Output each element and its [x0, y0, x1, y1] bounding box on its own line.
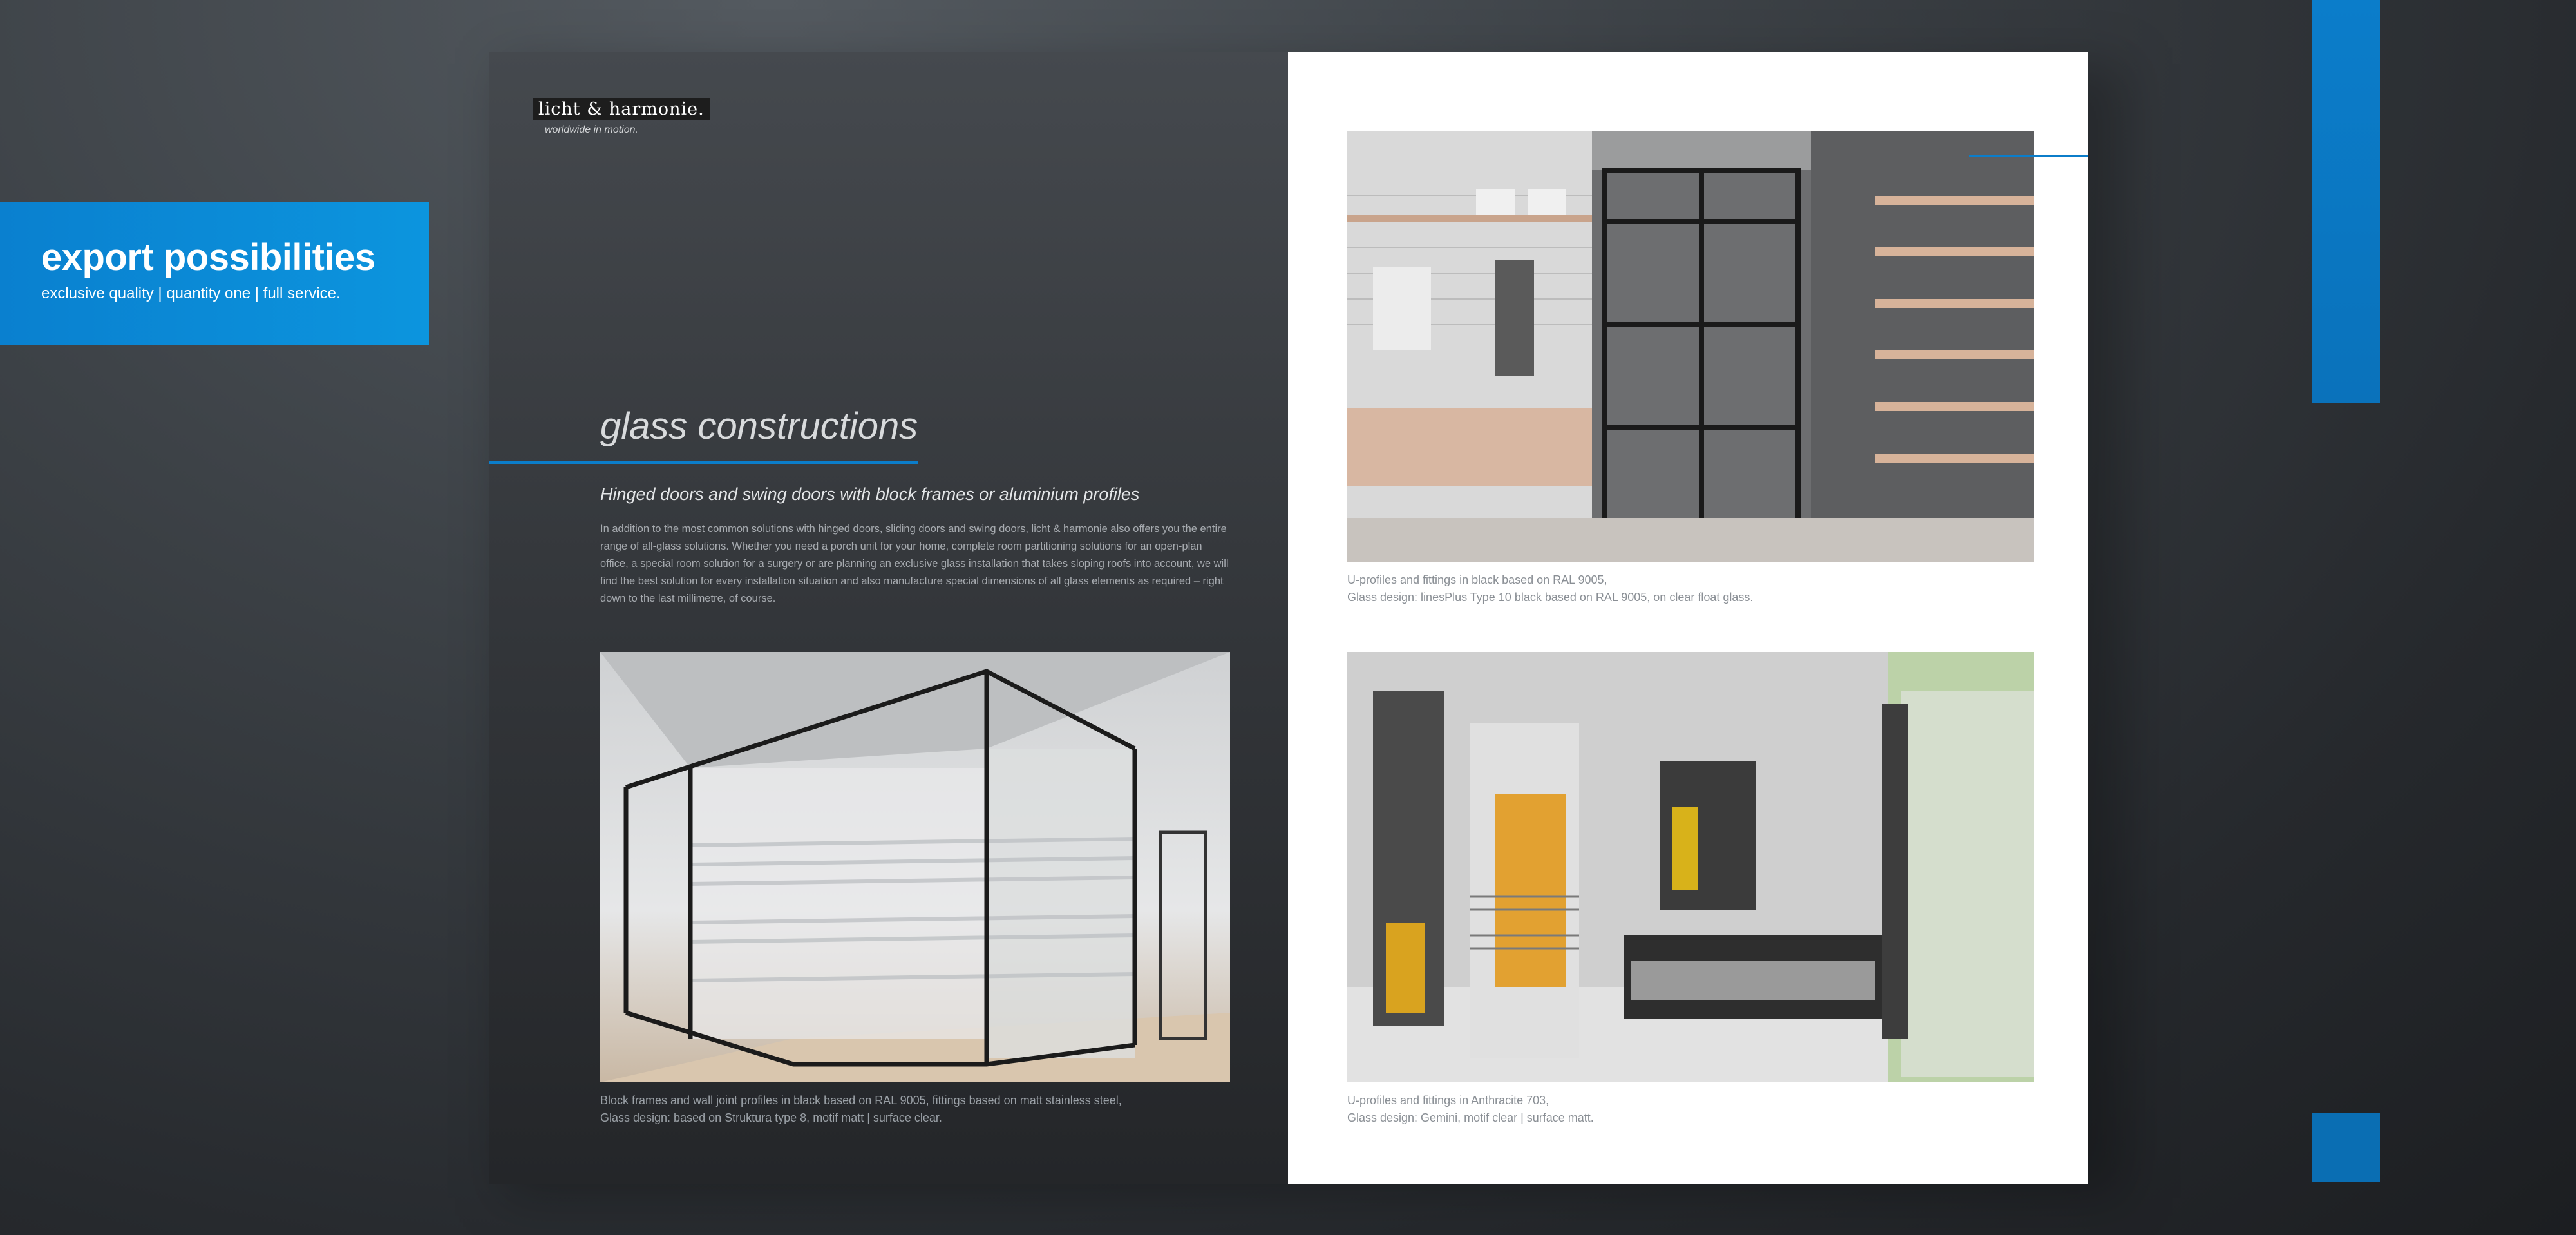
caption-right-bottom-line1: U-profiles and fittings in Anthracite 703,: [1347, 1094, 1549, 1107]
caption-right-top-line1: U-profiles and fittings in black based on RAL 9005,: [1347, 573, 1607, 586]
right-page-divider: [1969, 155, 2088, 157]
caption-right-top-line2: Glass design: linesPlus Type 10 black based on RAL 9005, on clear float glass.: [1347, 591, 1754, 604]
caption-right-bottom-line2: Glass design: Gemini, motif clear | surface matt.: [1347, 1111, 1594, 1124]
heading-divider: [489, 461, 918, 464]
decorative-blue-bar-top: [2312, 0, 2380, 403]
body-paragraph: In addition to the most common solutions with hinged doors, sliding doors and swing doors, licht & harmonie also offers you the entire range of all-glass solutions. Whether you need a porch unit for your home, complete room partitioning solutions for an open-plan office, a special room solution for a surgery or are planning an exclusive glass installation that takes sloping roofs into account, we will find the best solution for every installation situation and also manufacture special dimensions of all glass elements as required – right down to the last millimetre, of course.: [600, 523, 1229, 604]
page-subheading: Hinged doors and swing doors with block frames or aluminium profiles: [600, 484, 1140, 504]
decorative-blue-square-bottom: [2312, 1113, 2380, 1182]
brand-tagline: worldwide in motion.: [545, 124, 638, 135]
caption-wardrobe: [1347, 571, 2034, 606]
photo-living-room-glass-door: [1347, 652, 2034, 1082]
photo-glass-office: [600, 652, 1230, 1082]
photo-wardrobe-glass-door: [1347, 131, 2034, 562]
caption-left-line1: Block frames and wall joint profiles in black based on RAL 9005, fittings based on matt stainless steel,: [600, 1094, 1122, 1107]
export-banner: [0, 202, 429, 345]
banner-title: export possibilities: [41, 236, 375, 278]
brand-logo: licht & harmonie.: [533, 98, 710, 120]
page-heading: glass constructions: [600, 405, 918, 447]
caption-glass-office: [600, 1092, 1230, 1127]
banner-subtitle: exclusive quality | quantity one | full service.: [41, 285, 341, 302]
caption-living-room: [1347, 1092, 2034, 1127]
caption-left-line2: Glass design: based on Struktura type 8, motif matt | surface clear.: [600, 1111, 942, 1124]
